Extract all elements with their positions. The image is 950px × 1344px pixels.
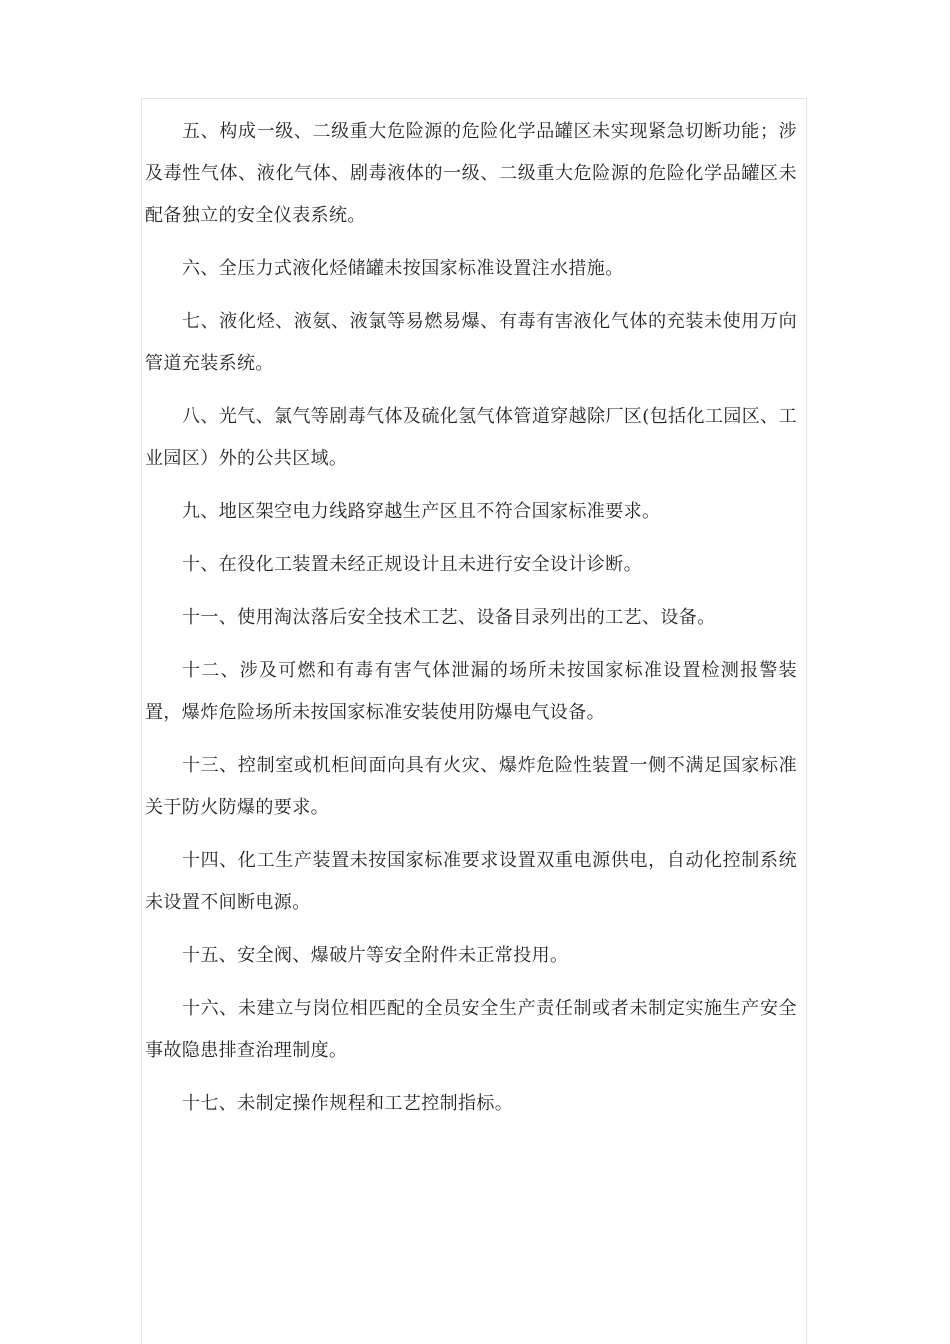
paragraph-item-10: 十、在役化工装置未经正规设计且未进行安全设计诊断。 [182, 554, 642, 575]
paragraph-item-13: 十三、控制室或机柜间面向具有火灾、爆炸危险性装置一侧不满足国家标准关于防火防爆的要求。 [145, 755, 797, 818]
paragraph-item-9: 九、地区架空电力线路穿越生产区且不符合国家标准要求。 [182, 501, 661, 522]
document-frame [141, 98, 807, 1344]
paragraph-item-6: 六、全压力式液化烃储罐未按国家标准设置注水措施。 [182, 258, 624, 279]
paragraph-item-14: 十四、化工生产装置未按国家标准要求设置双重电源供电，自动化控制系统未设置不间断电源。 [145, 850, 797, 913]
paragraph-item-15: 十五、安全阀、爆破片等安全附件未正常投用。 [182, 945, 569, 966]
paragraph-item-5: 五、构成一级、二级重大危险源的危险化学品罐区未实现紧急切断功能；涉及毒性气体、液化气体、剧毒液体的一级、二级重大危险源的危险化学品罐区未配备独立的安全仪表系统。 [145, 121, 797, 226]
paragraph-item-11: 十一、使用淘汰落后安全技术工艺、设备目录列出的工艺、设备。 [182, 607, 716, 628]
document-body [145, 111, 797, 1136]
paragraph-item-8: 八、光气、氯气等剧毒气体及硫化氢气体管道穿越除厂区(包括化工园区、工业园区）外的公共区域。 [145, 406, 797, 469]
paragraph-item-16: 十六、未建立与岗位相匹配的全员安全生产责任制或者未制定实施生产安全事故隐患排查治理制度。 [145, 998, 797, 1061]
paragraph-item-17: 十七、未制定操作规程和工艺控制指标。 [182, 1093, 514, 1114]
paragraph-item-7: 七、液化烃、液氨、液氯等易燃易爆、有毒有害液化气体的充装未使用万向管道充装系统。 [145, 311, 797, 374]
paragraph-item-12: 十二、涉及可燃和有毒有害气体泄漏的场所未按国家标准设置检测报警装置，爆炸危险场所未按国家标准安装使用防爆电气设备。 [145, 660, 797, 723]
